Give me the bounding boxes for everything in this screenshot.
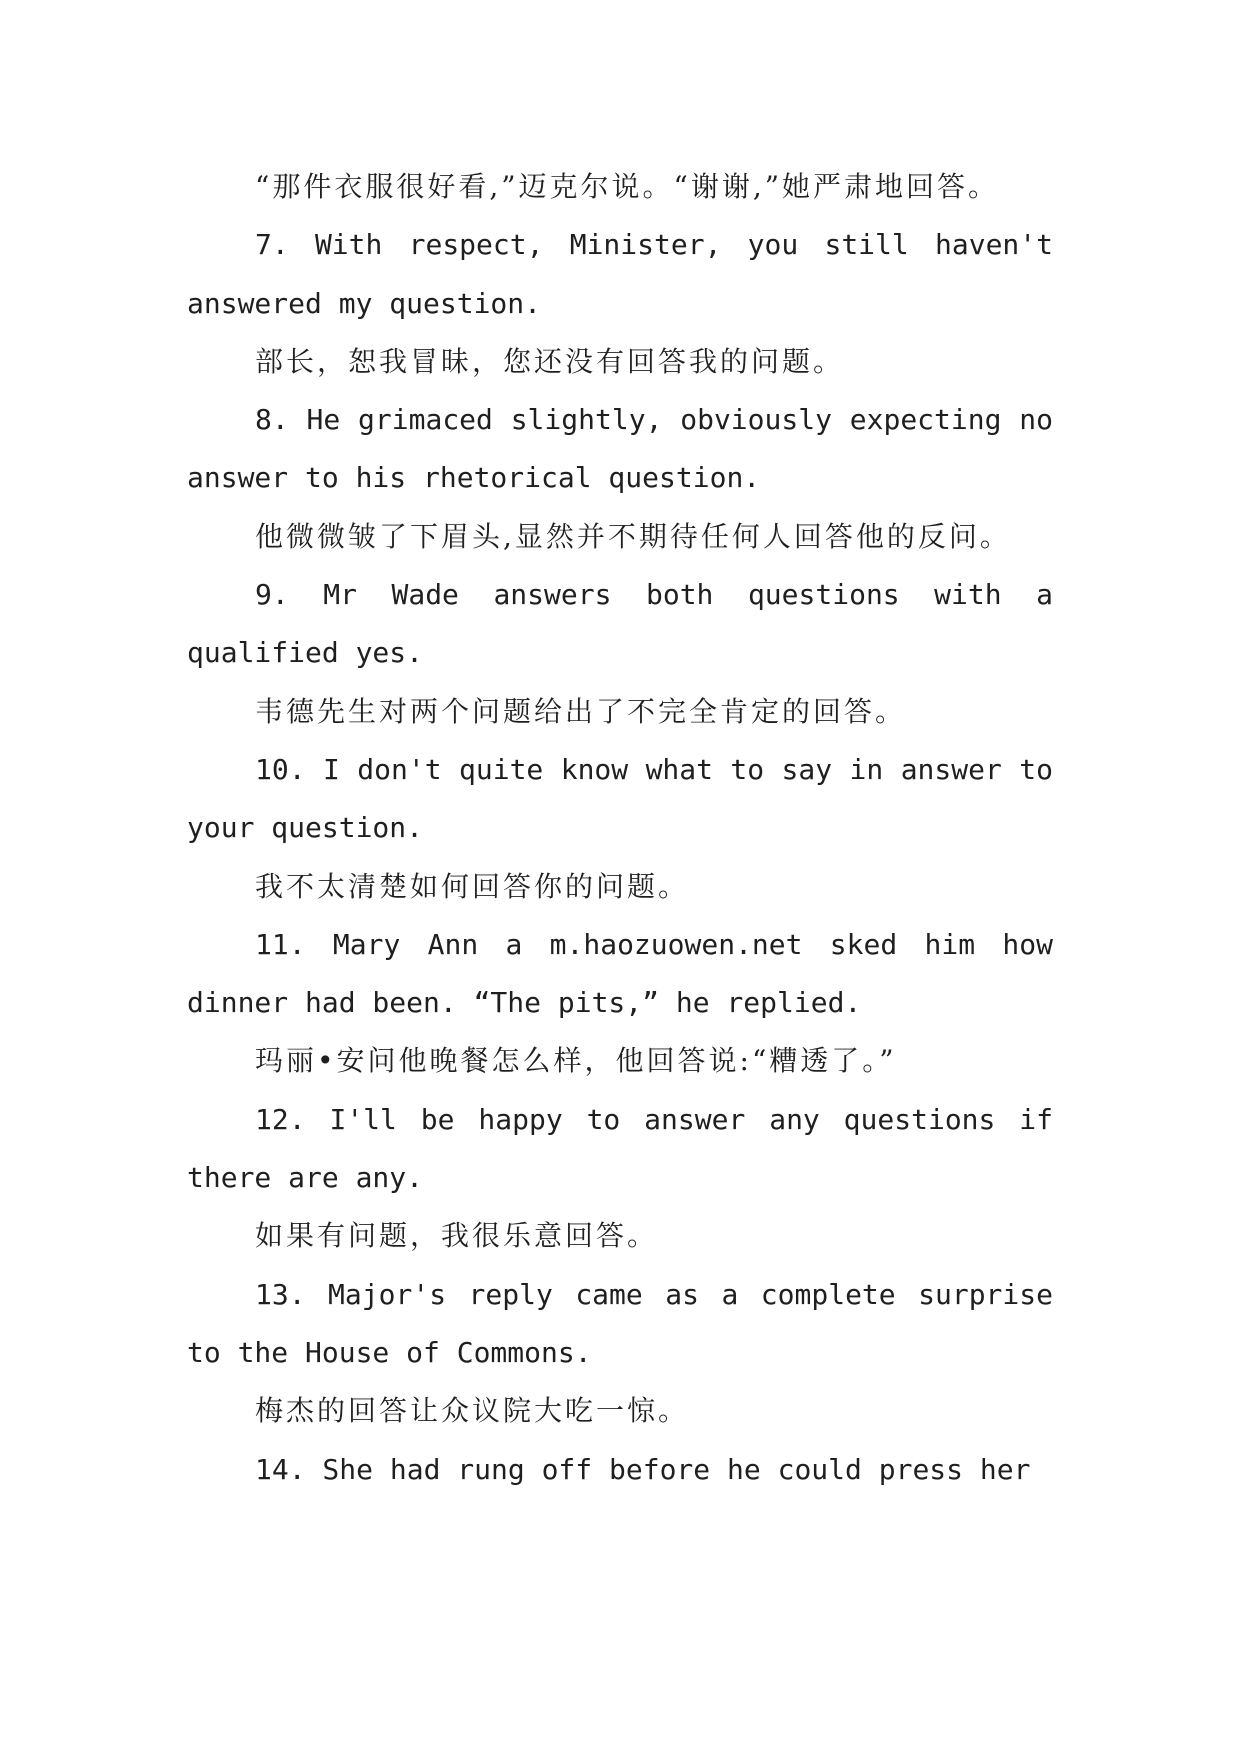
document-body <box>187 158 1053 1499</box>
paragraph-zh: 韦德先生对两个问题给出了不完全肯定的回答。 <box>255 694 907 728</box>
paragraph-en: 8. He grimaced slightly, obviously expecting no answer to his rhetorical question. <box>187 403 1053 495</box>
paragraph-zh: 梅杰的回答让众议院大吃一惊。 <box>255 1394 690 1428</box>
paragraph-en: 14. She had rung off before he could press her <box>255 1452 1031 1486</box>
paragraph-zh: 如果有问题，我很乐意回答。 <box>255 1219 659 1253</box>
paragraph-zh: 他微微皱了下眉头,显然并不期待任何人回答他的反问。 <box>255 519 1011 553</box>
paragraph-en: 13. Major's reply came as a complete surprise to the House of Commons. <box>187 1277 1053 1369</box>
paragraph-en: 11. Mary Ann a m.haozuowen.net sked him how dinner had been. “The pits,” he replied. <box>187 927 1053 1020</box>
paragraph-en: 10. I don't quite know what to say in answer to your question. <box>187 752 1053 845</box>
paragraph-zh: 部长，恕我冒昧，您还没有回答我的问题。 <box>255 344 845 378</box>
paragraph-en: 12. I'll be happy to answer any questions if there are any. <box>187 1102 1053 1195</box>
paragraph-en: 9. Mr Wade answers both questions with a qualified yes. <box>187 578 1053 670</box>
paragraph-zh: 玛丽•安问他晚餐怎么样，他回答说:“糟透了。” <box>255 1044 897 1078</box>
paragraph-zh: “那件衣服很好看,”迈克尔说。“谢谢,”她严肃地回答。 <box>255 170 1000 203</box>
paragraph-en: 7. With respect, Minister, you still haven't answered my question. <box>187 228 1053 320</box>
paragraph-zh: 我不太清楚如何回答你的问题。 <box>255 869 690 903</box>
